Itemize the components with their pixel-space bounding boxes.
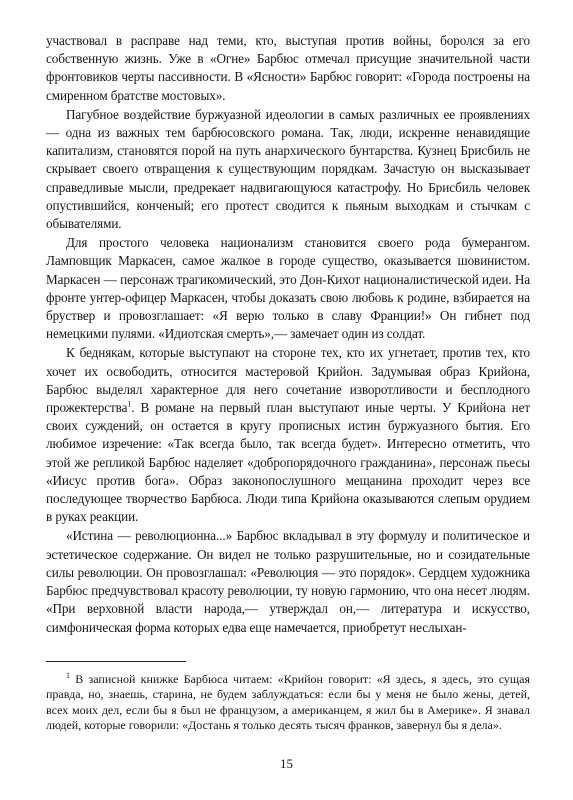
footnote-divider: [46, 661, 186, 662]
paragraph-4: [46, 344, 530, 526]
paragraph-4-text: К беднякам, которые выступают на стороне тех, кто их угнетает, против тех, кто хочет их освободить, относится мастеровой Крийон. Задумывая образ Крийона, Барбюс выделял характерное для него сочетание изворотливости и бесплодного прожектерства: [46, 345, 530, 416]
paragraph-5: «Истина — революционна...» Барбюс вкладывал в эту формулу и политическое и эстетическое содержание. Он видел не только разрушительные, но и созидательные силы революции. Он провозглашал: «Революция — это порядок». Сердцем художника Барбюс предчувствовал красоту революции, ту новую гармонию, что она несет людям. «При верховной власти народа,— утверждал он,— литература и искусство, симфоническая форма которых едва еще намечается, приобретут неслыхан-: [46, 528, 530, 635]
paragraph-2: Пагубное воздействие буржуазной идеологии в самых различных ее проявлениях — одна из важных тем барбюсовского романа. Так, люди, искренне ненавидящие капитализм, становятся порой на путь анархического бунтарства. Кузнец Брисбиль не скрывает своего отвращения к существующим порядкам. Зачастую он высказывает справедливые мысли, предрекает надвигающуюся катастрофу. Но Брисбиль человек опустившийся, конченый; его протест сводится к пьяным выходкам и стычкам с обывателями.: [46, 106, 530, 232]
footnote-text: В записной книжке Барбюса читаем: «Крийон говорит: «Я здесь, я здесь, это сущая правда, но, знаешь, старина, не будем заблуждаться: если бы у меня не было жены, детей, всех моих дел, если бы я был не французом, а американцем, я жил бы в Америке». Я знавал людей, которые говорили: «Достань я только десять тысяч франков, завернул бы я дела».: [46, 671, 530, 733]
footnote: [46, 672, 530, 734]
footnote-reference[interactable]: 1: [127, 399, 132, 409]
page-body: [46, 32, 530, 734]
paragraph-1: участвовал в расправе над теми, кто, выступая против войны, боролся за его собственную жизнь. Уже в «Огне» Барбюс отмечал присущие значительной части фронтовиков черты пассивности. В «Ясности» Барбюс говорит: «Города построены на смиренном братстве мостовых».: [46, 33, 530, 103]
footnote-marker: 1: [66, 670, 70, 680]
paragraph-4-text-after: . В романе на первый план выступают иные черты. У Крийона нет своих суждений, он остается в кругу прописных истин буржуазного бытия. Его любимое изречение: «Так всегда было, так всегда будет». Интересно отметить, что этой же репликой Барбюс наделяет «добропорядочного гражданина», персонаж пьесы «Иисус против бога». Образ законопослушного мещанина проходит через все последующее творчество Барбюса. Люди типа Крийона оказываются слепым орудием в руках реакции.: [46, 400, 530, 525]
page-number: 15: [280, 756, 293, 771]
paragraph-3: Для простого человека национализм становится своего рода бумерангом. Ламповщик Маркасен, самое жалкое в городе существо, оказывается шовинистом. Маркасен — персонаж трагикомический, это Дон-Кихот националистической идеи. На фронте унтер-офицер Маркасен, чтобы доказать свою любовь к родине, взбирается на бруствер и провозглашает: «Я верю только в славу Франции!» Он гибнет под немецкими пулями. «Идиотская смерть»,— замечает один из солдат.: [46, 235, 530, 342]
